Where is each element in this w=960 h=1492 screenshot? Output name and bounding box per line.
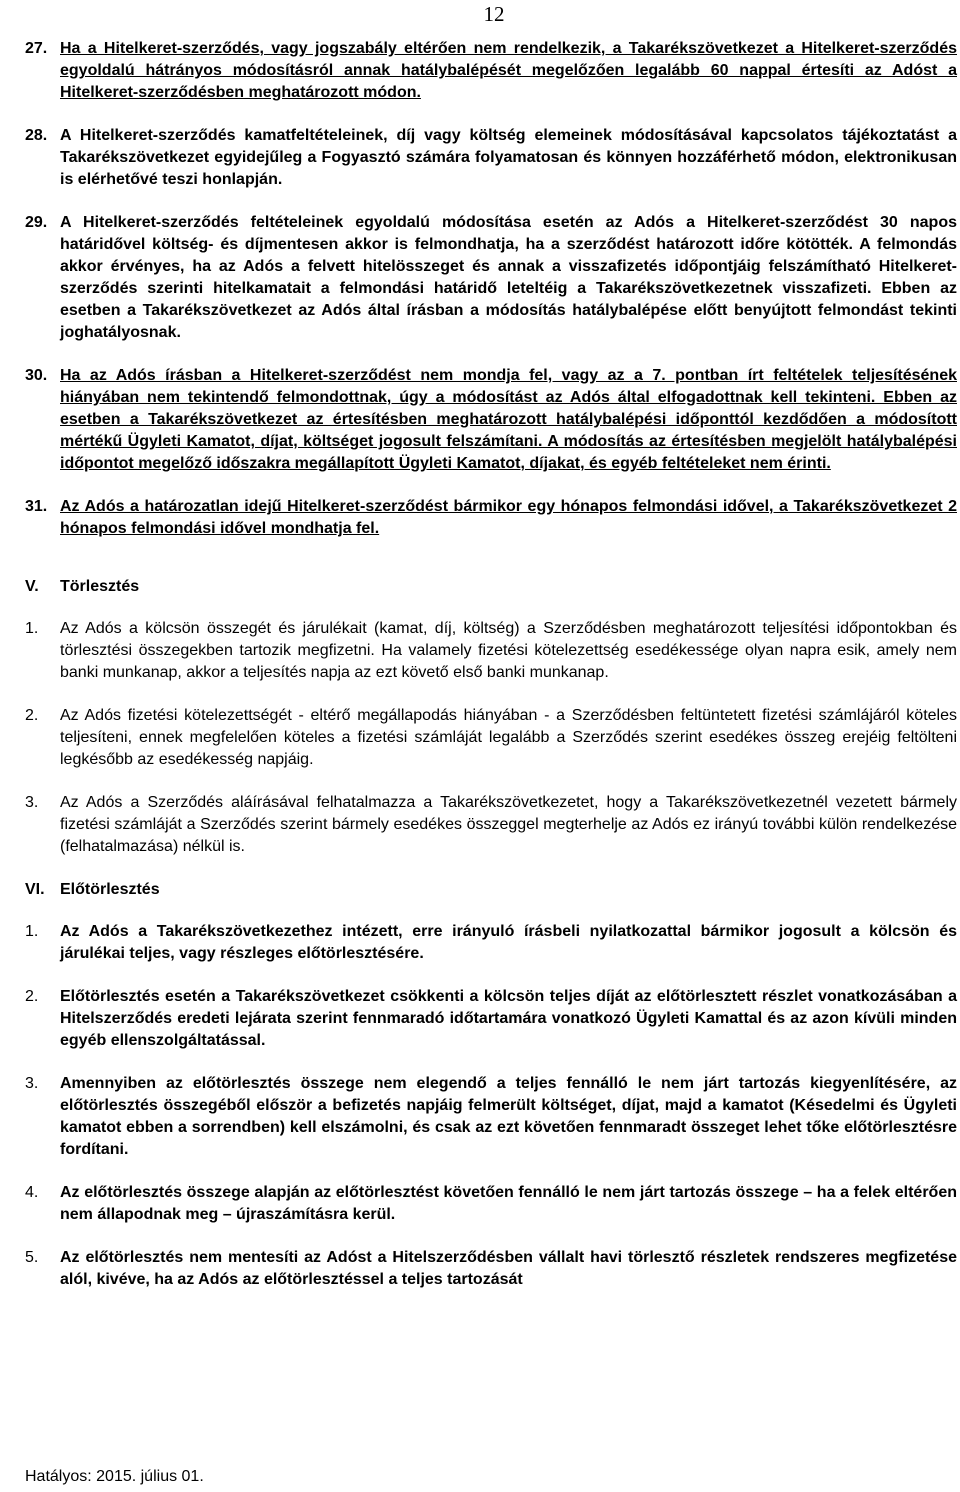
section-number: V. (25, 578, 39, 595)
item-number: 2. (25, 707, 39, 724)
item-number: 5. (25, 1249, 39, 1266)
item-number: 1. (25, 620, 39, 637)
clause-29 (25, 212, 957, 344)
item-text: Amennyiben az előtörlesztés összege nem elegendő a teljes fennálló le nem járt tartozás kiegyenlítésére, az előtörlesztés összegéből először a befizetés napjáig felmerült költséget, díjat, majd a kamatot (Késedelmi és Ügyleti kamatot ebben a sorrendben) kell elszámolni, és csak az ezt követően fennmaradt összeget lehet tőke előtörlesztésre fordítani. (60, 1075, 957, 1158)
item-number: 2. (25, 988, 39, 1005)
clause-number: 28. (25, 127, 48, 144)
elotorlesztes-item-2 (25, 986, 957, 1052)
clause-text: A Hitelkeret-szerződés feltételeinek egyoldalú módosítása esetén az Adós a Hitelkeret-szerződést 30 napos határidővel költség- és díjmentesen akkor is felmondhatja, ha a szerződést határozott időre kötötték. A felmondás akkor érvényes, ha az Adós a felvett hitelösszeget és annak a visszafizetés időpontjáig felszámítható Hitelkeret-szerződés szerinti hitelkamatait a felmondási határidő leteltéig a Takarékszövetkezetnek visszafizeti. Ebben az esetben a Takarékszövetkezet az Adós által írásban a módosítás hatálybalépése előtt benyújtott felmondást tekinti joghatályosnak. (60, 214, 957, 341)
clause-text: Az Adós a határozatlan idejű Hitelkeret-szerződést bármikor egy hónapos felmondási idővel, a Takarékszövetkezet 2 hónapos felmondási idővel mondhatja fel. (60, 498, 957, 537)
item-text: Az előtörlesztés nem mentesíti az Adóst a Hitelszerződésben vállalt havi törlesztő részletek rendszeres megfizetése alól, kivéve, ha az Adós az előtörlesztéssel a teljes tartozását (60, 1249, 957, 1288)
item-number: 4. (25, 1184, 39, 1201)
clause-text: Ha a Hitelkeret-szerződés, vagy jogszabály eltérően nem rendelkezik, a Takarékszövetkezet a Hitelkeret-szerződés egyoldalú hátrányos módosításról annak hatálybalépését megelőzően legalább 60 nappal értesíti az Adóst a Hitelkeret-szerződésben meghatározott módon. (60, 40, 957, 101)
clause-27 (25, 38, 957, 104)
clause-31 (25, 496, 957, 540)
item-text: Az Adós a kölcsön összegét és járulékait (kamat, díj, költség) a Szerződésben meghatározott teljesítési időpontokban és törlesztési összegekben tartozik megfizetni. Ha valamely fizetési kötelezettség esedékessége olyan napra esik, amely nem banki munkanap, akkor a teljesítés napja az ezt követő első banki munkanap. (60, 620, 957, 681)
elotorlesztes-item-5 (25, 1247, 957, 1291)
item-text: Előtörlesztés esetén a Takarékszövetkezet csökkenti a kölcsön teljes díját az előtörlesztett részlet vonatkozásában a Hitelszerződés eredeti lejárata szerint fennmaradó időtartamára vonatkozó Ügyleti Kamattal és az azon kívüli minden egyéb ellenszolgáltatással. (60, 988, 957, 1049)
elotorlesztes-item-4 (25, 1182, 957, 1226)
section-title: Előtörlesztés (60, 881, 160, 898)
item-number: 3. (25, 794, 39, 811)
footer-effective-date: Hatályos: 2015. július 01. (25, 1468, 204, 1485)
clause-text: Ha az Adós írásban a Hitelkeret-szerződést nem mondja fel, vagy az a 7. pontban írt feltételek teljesítésének hiányában nem tekintendő felmondottnak, úgy a módosítást az Adós által elfogadottnak kell tekinteni. Ebben az esetben a Takarékszövetkezet az értesítésben meghatározott hatálybalépési időponttól kezdődően a módosított mértékű Ügyleti Kamatot, díjat, költséget jogosult felszámítani. A módosítás az értesítésben megjelölt hatálybalépési időpontot megelőző időszakra megállapított Ügyleti Kamatot, díjakat, és egyéb feltételeket nem érinti. (60, 367, 957, 472)
clause-30 (25, 365, 957, 475)
item-text: Az Adós a Takarékszövetkezethez intézett, erre irányuló írásbeli nyilatkozattal bármikor jogosult a kölcsön és járulékai teljes, vagy részleges előtörlesztésére. (60, 923, 957, 962)
section-number: VI. (25, 881, 45, 898)
torlesztes-item-1 (25, 618, 957, 684)
torlesztes-item-3 (25, 792, 957, 858)
clause-number: 31. (25, 498, 48, 515)
clause-number: 29. (25, 214, 48, 231)
document-body (25, 38, 957, 1312)
clause-number: 27. (25, 40, 48, 57)
item-text: Az Adós fizetési kötelezettségét - eltérő megállapodás hiányában - a Szerződésben feltüntetett fizetési számlájáról köteles teljesíteni, ennek megfelelően köteles a fizetési számláját legalább a Szerződés szerint esedékes összeg erejéig feltölteni legkésőbb az esedékesség napjáig. (60, 707, 957, 768)
item-text: Az Adós a Szerződés aláírásával felhatalmazza a Takarékszövetkezetet, hogy a Takarékszövetkezetnél vezetett bármely fizetési számláját a Szerződés szerint bármely esedékes összeggel megterhelje az Adós ez irányú további külön rendelkezése (felhatalmazása) nélkül is. (60, 794, 957, 855)
item-number: 3. (25, 1075, 39, 1092)
elotorlesztes-item-3 (25, 1073, 957, 1161)
clause-number: 30. (25, 367, 48, 384)
clause-28 (25, 125, 957, 191)
item-text: Az előtörlesztés összege alapján az előtörlesztést követően fennálló le nem járt tartozás összege – ha a felek eltérően nem állapodnak meg – újraszámításra kerül. (60, 1184, 957, 1223)
torlesztes-item-2 (25, 705, 957, 771)
page-number: 12 (483, 2, 505, 26)
clause-text: A Hitelkeret-szerződés kamatfeltételeinek, díj vagy költség elemeinek módosításával kapcsolatos tájékoztatást a Takarékszövetkezet egyidejűleg a Fogyasztó számára folyamatosan és könnyen hozzáférhető módon, elektronikusan is elérhetővé teszi honlapján. (60, 127, 957, 188)
section-heading-torlesztes (25, 576, 957, 598)
item-number: 1. (25, 923, 39, 940)
section-title: Törlesztés (60, 578, 140, 595)
section-heading-elotorlesztes (25, 879, 957, 901)
elotorlesztes-item-1 (25, 921, 957, 965)
